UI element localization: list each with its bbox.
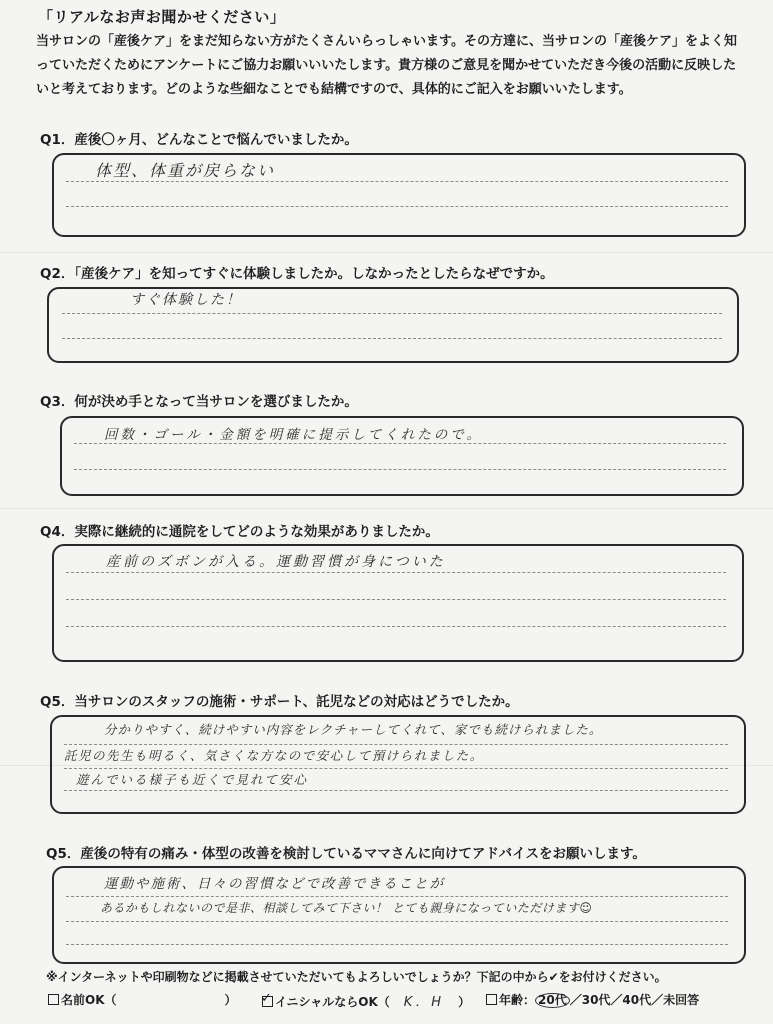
handwritten-answer-5-line-1: 分かりやすく、続けやすい内容をレクチャーしてくれて、家でも続けられました。 xyxy=(104,722,603,737)
question-2-label: Q2．「産後ケア」を知ってすぐに体験しましたか。しなかったとしたらなぜですか。 xyxy=(40,266,554,282)
initial-ok-label: イニシャルならOK（ xyxy=(275,995,390,1009)
age-20s-circled: 20代 xyxy=(535,993,570,1008)
name-ok-close: ） xyxy=(224,993,237,1007)
handwritten-answer-5-line-2: 託児の先生も明るく、気さくな方なので安心して預けられました。 xyxy=(64,748,484,763)
answer-line xyxy=(66,896,728,897)
handwritten-answer-2: すぐ体験した！ xyxy=(130,292,242,308)
handwritten-answer-1: 体型、体重が戻らない xyxy=(95,161,276,180)
handwritten-answer-4: 産前のズボンが入る。運動習慣が身についた xyxy=(106,554,446,570)
answer-line xyxy=(66,206,728,207)
handwritten-answer-5-line-3: 遊んでいる様子も近くで見れて安心 xyxy=(76,772,309,787)
option-name-ok[interactable] xyxy=(48,991,237,1008)
name-ok-label: 名前OK（ xyxy=(61,993,117,1007)
answer-line xyxy=(64,744,728,745)
initial-ok-checkbox[interactable] xyxy=(261,991,273,1007)
answer-line xyxy=(66,626,726,627)
fold-line xyxy=(0,508,773,509)
question-6-label: Q5．産後の特有の痛み・体型の改善を検討しているママさんに向けてアドバイスをお願いします。 xyxy=(46,846,646,862)
initial-ok-close: ） xyxy=(458,995,471,1009)
survey-title: 「リアルなお声お聞かせください」 xyxy=(38,8,286,26)
handwritten-answer-6-line-1: 運動や施術、日々の習慣などで改善できることが xyxy=(104,876,445,892)
answer-line xyxy=(66,944,728,945)
publication-consent-note: ※インターネットや印刷物などに掲載させていただいてもよろしいでしょうか？下記の中から✔をお付けください。 xyxy=(46,970,667,984)
age-checkbox[interactable] xyxy=(486,994,497,1005)
answer-line xyxy=(66,599,726,600)
answer-line xyxy=(74,443,726,444)
question-1-label: Q1．産後〇ヶ月、どんなことで悩んでいましたか。 xyxy=(40,132,358,148)
name-ok-checkbox[interactable] xyxy=(48,994,59,1005)
answer-line xyxy=(66,181,728,182)
answer-line xyxy=(62,338,722,339)
answer-line xyxy=(62,313,722,314)
handwritten-answer-6-line-2: あるかもしれないので是非、相談してみて下さい！ とても親身になっていただけます☺ xyxy=(100,901,593,915)
check-mark-icon: ✓ xyxy=(261,991,272,1006)
answer-line xyxy=(64,768,728,769)
question-3-label: Q3．何が決め手となって当サロンを選びましたか。 xyxy=(40,394,358,410)
question-4-label: Q4．実際に継続的に通院をしてどのような効果がありましたか。 xyxy=(40,524,439,540)
handwritten-answer-3: 回数・ゴール・金額を明確に提示してくれたので。 xyxy=(104,427,483,443)
survey-intro: 当サロンの「産後ケア」をまだ知らない方がたくさんいらっしゃいます。その方達に、当サロンの「産後ケア」をよく知っていただくためにアンケートにご協力お願いいいたします。貴方様のご意見を聞かせていただき今後の活動に反映したいと考えております。どのような些細なことでも結構ですので、具体的にご記入をお願いいたします。 xyxy=(36,34,737,97)
answer-line xyxy=(74,469,726,470)
answer-line xyxy=(66,572,726,573)
fold-line xyxy=(0,252,773,253)
initial-value: K．H xyxy=(403,995,445,1010)
question-5-label: Q5．当サロンのスタッフの施術・サポート、託児などの対応はどうでしたか。 xyxy=(40,694,519,710)
option-age[interactable] xyxy=(486,991,699,1008)
age-other-options: ／30代／40代／未回答 xyxy=(569,993,700,1007)
age-label: 年齢： xyxy=(499,993,536,1007)
option-initial-ok[interactable] xyxy=(262,991,470,1010)
answer-line xyxy=(64,790,728,791)
answer-line xyxy=(66,921,728,922)
